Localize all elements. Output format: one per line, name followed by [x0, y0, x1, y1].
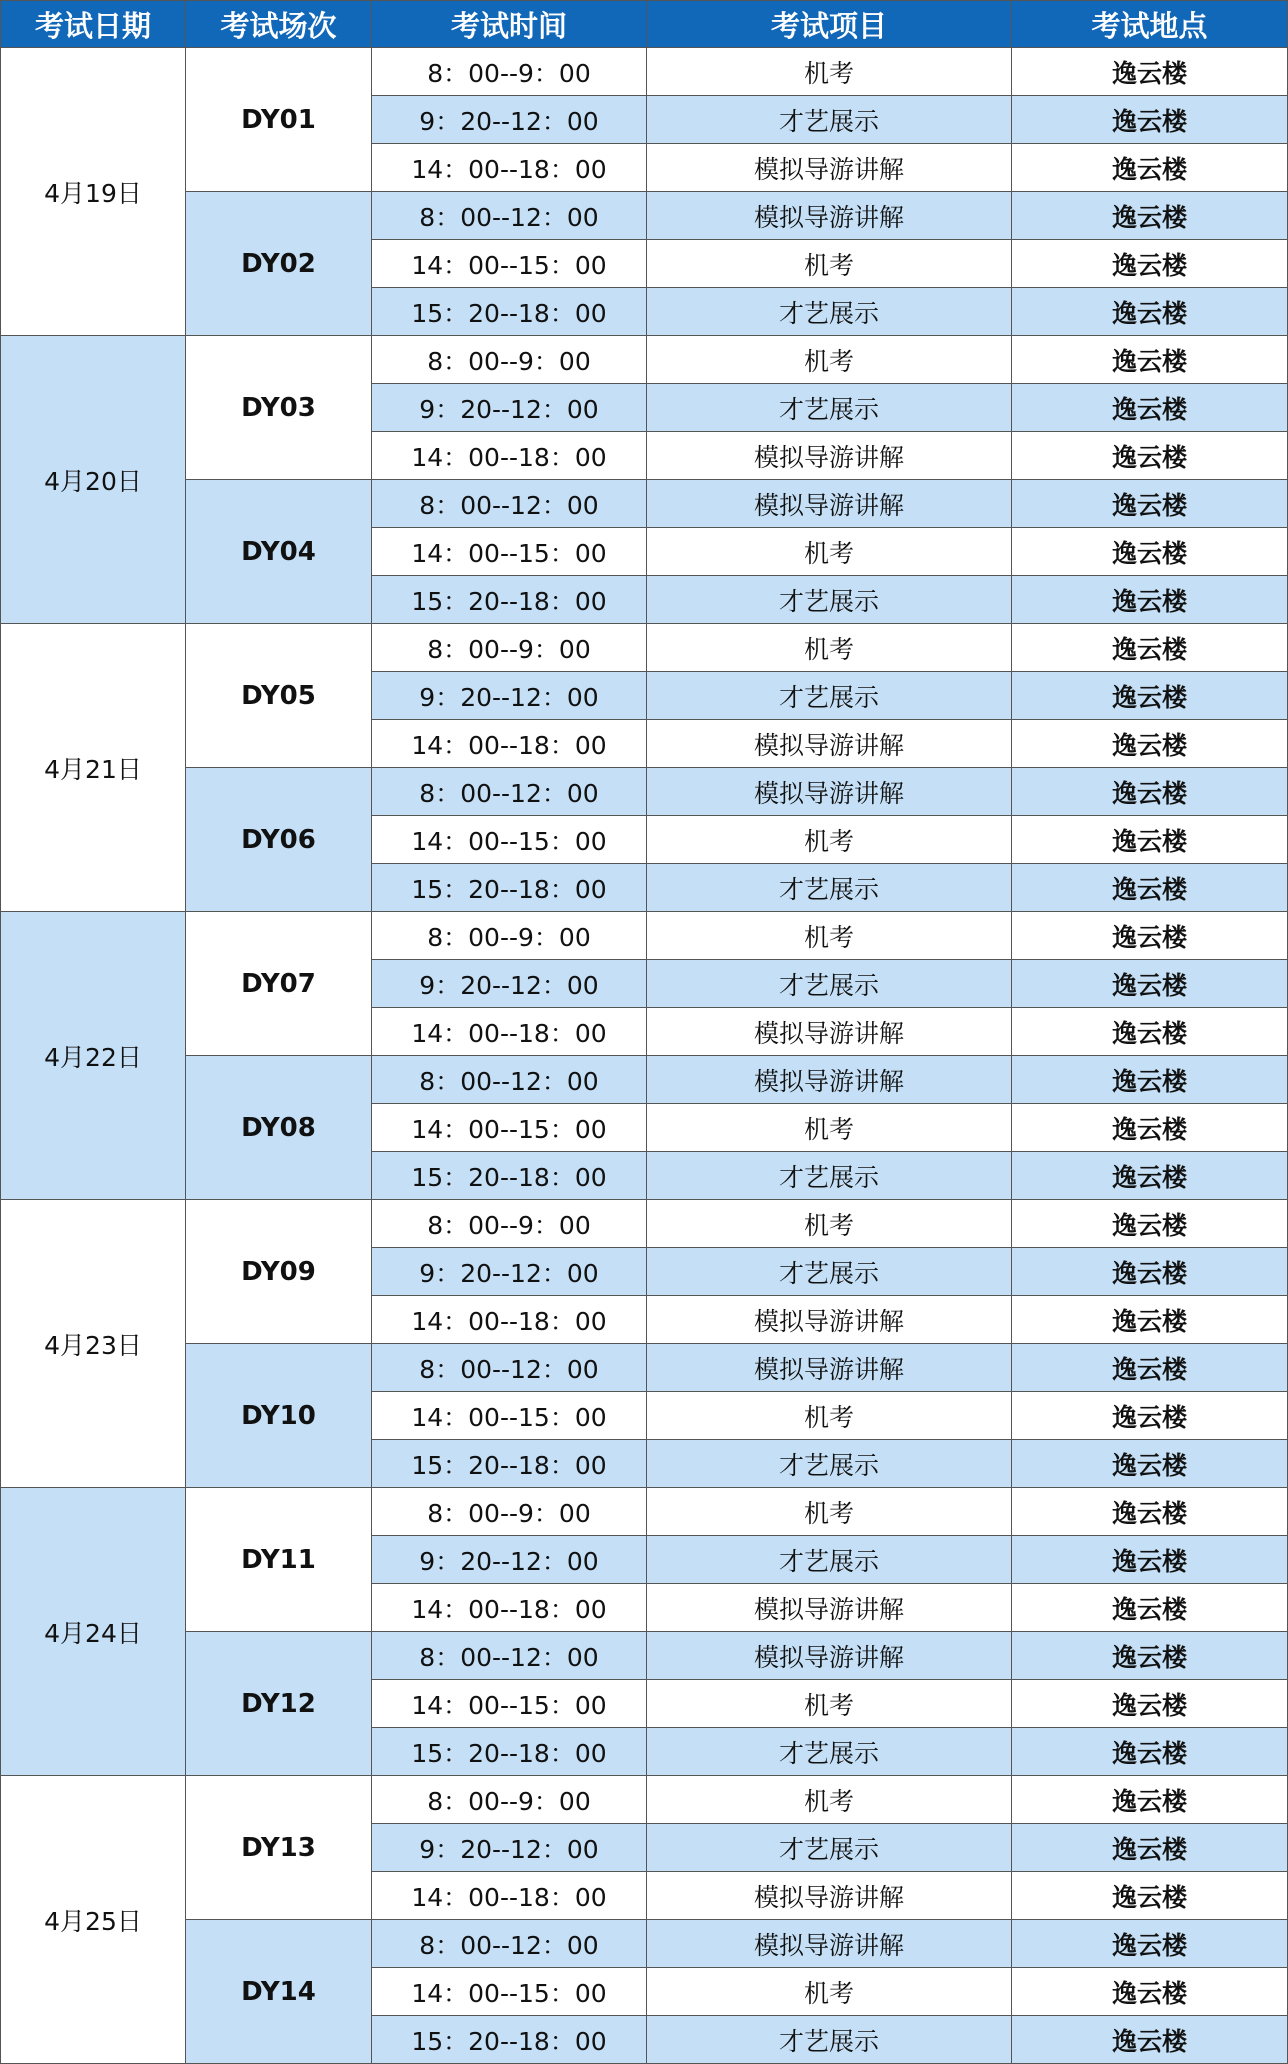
exam-time-cell: 9：20--12：00	[372, 96, 647, 144]
exam-time-cell: 9：20--12：00	[372, 1824, 647, 1872]
exam-item-cell: 才艺展示	[647, 1152, 1012, 1200]
exam-time-cell: 9：20--12：00	[372, 384, 647, 432]
exam-item-cell: 才艺展示	[647, 1440, 1012, 1488]
exam-location-cell: 逸云楼	[1012, 1392, 1288, 1440]
exam-time-cell: 14：00--15：00	[372, 240, 647, 288]
table-row	[1, 768, 1288, 816]
exam-date-cell: 4月25日	[1, 1776, 186, 2064]
exam-location-cell: 逸云楼	[1012, 768, 1288, 816]
exam-item-cell: 机考	[647, 816, 1012, 864]
exam-location-cell: 逸云楼	[1012, 1440, 1288, 1488]
exam-time-cell: 8：00--12：00	[372, 192, 647, 240]
exam-item-cell: 才艺展示	[647, 672, 1012, 720]
exam-item-cell: 才艺展示	[647, 96, 1012, 144]
exam-session-cell: DY11	[186, 1488, 372, 1632]
exam-time-cell: 15：20--18：00	[372, 2016, 647, 2064]
exam-time-cell: 8：00--9：00	[372, 48, 647, 96]
exam-time-cell: 8：00--9：00	[372, 336, 647, 384]
exam-item-cell: 模拟导游讲解	[647, 1008, 1012, 1056]
exam-session-cell: DY01	[186, 48, 372, 192]
exam-item-cell: 才艺展示	[647, 1536, 1012, 1584]
exam-location-cell: 逸云楼	[1012, 1728, 1288, 1776]
table-row	[1, 1632, 1288, 1680]
exam-item-cell: 机考	[647, 624, 1012, 672]
exam-location-cell: 逸云楼	[1012, 1152, 1288, 1200]
exam-location-cell: 逸云楼	[1012, 1488, 1288, 1536]
exam-location-cell: 逸云楼	[1012, 1248, 1288, 1296]
exam-time-cell: 15：20--18：00	[372, 288, 647, 336]
exam-location-cell: 逸云楼	[1012, 624, 1288, 672]
exam-time-cell: 14：00--15：00	[372, 816, 647, 864]
header-exam-time: 考试时间	[372, 1, 647, 48]
exam-time-cell: 9：20--12：00	[372, 1536, 647, 1584]
exam-item-cell: 模拟导游讲解	[647, 480, 1012, 528]
exam-session-cell: DY09	[186, 1200, 372, 1344]
exam-item-cell: 才艺展示	[647, 1248, 1012, 1296]
exam-time-cell: 14：00--15：00	[372, 1968, 647, 2016]
exam-session-cell: DY04	[186, 480, 372, 624]
exam-item-cell: 模拟导游讲解	[647, 144, 1012, 192]
exam-location-cell: 逸云楼	[1012, 1104, 1288, 1152]
exam-session-cell: DY08	[186, 1056, 372, 1200]
exam-location-cell: 逸云楼	[1012, 960, 1288, 1008]
exam-item-cell: 模拟导游讲解	[647, 1632, 1012, 1680]
exam-location-cell: 逸云楼	[1012, 336, 1288, 384]
exam-item-cell: 模拟导游讲解	[647, 1296, 1012, 1344]
exam-item-cell: 模拟导游讲解	[647, 1056, 1012, 1104]
exam-location-cell: 逸云楼	[1012, 1536, 1288, 1584]
exam-location-cell: 逸云楼	[1012, 432, 1288, 480]
exam-location-cell: 逸云楼	[1012, 240, 1288, 288]
exam-session-cell: DY03	[186, 336, 372, 480]
exam-item-cell: 机考	[647, 912, 1012, 960]
exam-location-cell: 逸云楼	[1012, 1968, 1288, 2016]
exam-time-cell: 15：20--18：00	[372, 1440, 647, 1488]
exam-time-cell: 14：00--15：00	[372, 1104, 647, 1152]
exam-date-cell: 4月22日	[1, 912, 186, 1200]
exam-time-cell: 8：00--9：00	[372, 1488, 647, 1536]
exam-item-cell: 机考	[647, 528, 1012, 576]
exam-time-cell: 8：00--9：00	[372, 1776, 647, 1824]
table-row	[1, 624, 1288, 672]
exam-time-cell: 14：00--15：00	[372, 528, 647, 576]
exam-item-cell: 才艺展示	[647, 960, 1012, 1008]
exam-location-cell: 逸云楼	[1012, 1584, 1288, 1632]
exam-item-cell: 才艺展示	[647, 1728, 1012, 1776]
exam-item-cell: 机考	[647, 240, 1012, 288]
exam-item-cell: 机考	[647, 1776, 1012, 1824]
exam-item-cell: 机考	[647, 1392, 1012, 1440]
exam-item-cell: 模拟导游讲解	[647, 1344, 1012, 1392]
exam-location-cell: 逸云楼	[1012, 1056, 1288, 1104]
exam-item-cell: 机考	[647, 48, 1012, 96]
table-row	[1, 1056, 1288, 1104]
exam-session-cell: DY06	[186, 768, 372, 912]
exam-item-cell: 机考	[647, 1200, 1012, 1248]
exam-time-cell: 14：00--18：00	[372, 1872, 647, 1920]
exam-time-cell: 9：20--12：00	[372, 1248, 647, 1296]
exam-time-cell: 15：20--18：00	[372, 576, 647, 624]
exam-item-cell: 才艺展示	[647, 2016, 1012, 2064]
exam-item-cell: 模拟导游讲解	[647, 192, 1012, 240]
table-row	[1, 1344, 1288, 1392]
exam-location-cell: 逸云楼	[1012, 96, 1288, 144]
exam-location-cell: 逸云楼	[1012, 672, 1288, 720]
exam-location-cell: 逸云楼	[1012, 576, 1288, 624]
exam-location-cell: 逸云楼	[1012, 1776, 1288, 1824]
exam-time-cell: 14：00--15：00	[372, 1680, 647, 1728]
exam-time-cell: 8：00--12：00	[372, 480, 647, 528]
exam-item-cell: 模拟导游讲解	[647, 1584, 1012, 1632]
exam-item-cell: 才艺展示	[647, 288, 1012, 336]
exam-location-cell: 逸云楼	[1012, 1008, 1288, 1056]
exam-date-cell: 4月23日	[1, 1200, 186, 1488]
header-row	[1, 1, 1288, 48]
exam-location-cell: 逸云楼	[1012, 48, 1288, 96]
exam-date-cell: 4月24日	[1, 1488, 186, 1776]
exam-time-cell: 8：00--12：00	[372, 768, 647, 816]
exam-item-cell: 才艺展示	[647, 384, 1012, 432]
exam-location-cell: 逸云楼	[1012, 480, 1288, 528]
exam-item-cell: 机考	[647, 1968, 1012, 2016]
exam-date-cell: 4月19日	[1, 48, 186, 336]
table-row	[1, 480, 1288, 528]
exam-date-cell: 4月20日	[1, 336, 186, 624]
exam-session-cell: DY14	[186, 1920, 372, 2064]
exam-location-cell: 逸云楼	[1012, 1200, 1288, 1248]
exam-location-cell: 逸云楼	[1012, 528, 1288, 576]
exam-time-cell: 8：00--9：00	[372, 912, 647, 960]
header-exam-location: 考试地点	[1012, 1, 1288, 48]
exam-session-cell: DY07	[186, 912, 372, 1056]
exam-time-cell: 15：20--18：00	[372, 1728, 647, 1776]
exam-time-cell: 8：00--12：00	[372, 1344, 647, 1392]
exam-item-cell: 才艺展示	[647, 1824, 1012, 1872]
table-row	[1, 1776, 1288, 1824]
header-exam-session: 考试场次	[186, 1, 372, 48]
exam-location-cell: 逸云楼	[1012, 384, 1288, 432]
table-row	[1, 1488, 1288, 1536]
exam-time-cell: 8：00--12：00	[372, 1920, 647, 1968]
table-row	[1, 1920, 1288, 1968]
exam-time-cell: 8：00--12：00	[372, 1056, 647, 1104]
exam-session-cell: DY12	[186, 1632, 372, 1776]
table-row	[1, 912, 1288, 960]
exam-location-cell: 逸云楼	[1012, 2016, 1288, 2064]
exam-location-cell: 逸云楼	[1012, 912, 1288, 960]
exam-location-cell: 逸云楼	[1012, 816, 1288, 864]
exam-time-cell: 9：20--12：00	[372, 672, 647, 720]
exam-location-cell: 逸云楼	[1012, 1872, 1288, 1920]
exam-time-cell: 15：20--18：00	[372, 864, 647, 912]
exam-time-cell: 9：20--12：00	[372, 960, 647, 1008]
exam-time-cell: 8：00--9：00	[372, 624, 647, 672]
exam-item-cell: 才艺展示	[647, 576, 1012, 624]
table-row	[1, 48, 1288, 96]
exam-location-cell: 逸云楼	[1012, 1920, 1288, 1968]
exam-time-cell: 14：00--18：00	[372, 144, 647, 192]
exam-location-cell: 逸云楼	[1012, 192, 1288, 240]
exam-session-cell: DY13	[186, 1776, 372, 1920]
exam-item-cell: 机考	[647, 336, 1012, 384]
exam-location-cell: 逸云楼	[1012, 1296, 1288, 1344]
exam-time-cell: 14：00--18：00	[372, 720, 647, 768]
table-row	[1, 336, 1288, 384]
exam-item-cell: 机考	[647, 1680, 1012, 1728]
table-row	[1, 1200, 1288, 1248]
exam-session-cell: DY10	[186, 1344, 372, 1488]
exam-item-cell: 机考	[647, 1104, 1012, 1152]
exam-location-cell: 逸云楼	[1012, 720, 1288, 768]
table-header	[1, 1, 1288, 48]
exam-time-cell: 14：00--18：00	[372, 1008, 647, 1056]
exam-item-cell: 模拟导游讲解	[647, 768, 1012, 816]
exam-location-cell: 逸云楼	[1012, 144, 1288, 192]
exam-item-cell: 模拟导游讲解	[647, 720, 1012, 768]
exam-location-cell: 逸云楼	[1012, 288, 1288, 336]
exam-item-cell: 模拟导游讲解	[647, 432, 1012, 480]
exam-item-cell: 才艺展示	[647, 864, 1012, 912]
exam-session-cell: DY02	[186, 192, 372, 336]
header-exam-date: 考试日期	[1, 1, 186, 48]
exam-date-cell: 4月21日	[1, 624, 186, 912]
exam-location-cell: 逸云楼	[1012, 1344, 1288, 1392]
exam-location-cell: 逸云楼	[1012, 1824, 1288, 1872]
exam-item-cell: 模拟导游讲解	[647, 1920, 1012, 1968]
exam-location-cell: 逸云楼	[1012, 1632, 1288, 1680]
exam-time-cell: 14：00--15：00	[372, 1392, 647, 1440]
exam-item-cell: 模拟导游讲解	[647, 1872, 1012, 1920]
exam-time-cell: 14：00--18：00	[372, 1584, 647, 1632]
exam-time-cell: 15：20--18：00	[372, 1152, 647, 1200]
exam-session-cell: DY05	[186, 624, 372, 768]
table-row	[1, 192, 1288, 240]
exam-time-cell: 8：00--12：00	[372, 1632, 647, 1680]
exam-location-cell: 逸云楼	[1012, 1680, 1288, 1728]
table-body	[1, 48, 1288, 2064]
exam-time-cell: 14：00--18：00	[372, 1296, 647, 1344]
header-exam-item: 考试项目	[647, 1, 1012, 48]
exam-time-cell: 14：00--18：00	[372, 432, 647, 480]
exam-time-cell: 8：00--9：00	[372, 1200, 647, 1248]
exam-location-cell: 逸云楼	[1012, 864, 1288, 912]
exam-item-cell: 机考	[647, 1488, 1012, 1536]
